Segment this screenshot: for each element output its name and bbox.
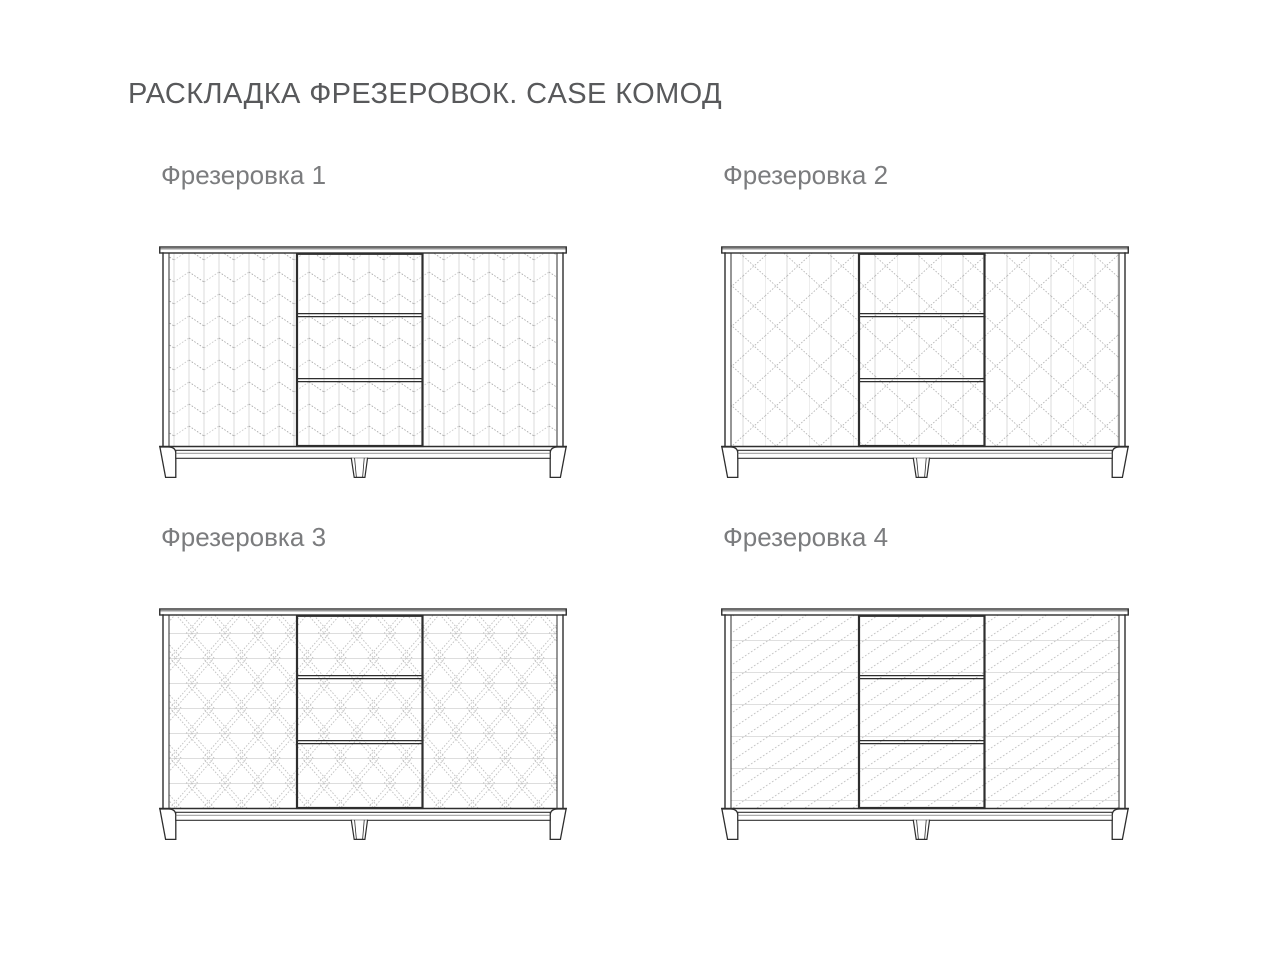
left-leg: [722, 809, 738, 839]
variant-label-4: Фрезеровка 4: [723, 522, 889, 552]
dresser-drawing-diagonal: [721, 608, 1129, 841]
drawer-stack: [297, 253, 423, 447]
right-leg: [550, 447, 566, 477]
right-door: [985, 253, 1120, 447]
dresser-drawing-rhombus: [159, 608, 567, 841]
left-door: [731, 253, 859, 447]
right-leg: [1112, 809, 1128, 839]
base-rail: [176, 812, 550, 820]
left-door: [169, 615, 297, 809]
middle-leg: [351, 820, 367, 839]
top-panel: [722, 247, 1129, 253]
dresser-drawing-hexagon: [721, 246, 1129, 479]
right-door: [985, 615, 1120, 809]
drawer-stack: [859, 615, 985, 809]
page-title: РАСКЛАДКА ФРЕЗЕРОВОК. CASE КОМОД: [128, 78, 723, 110]
middle-leg: [351, 458, 367, 477]
variant-label-3: Фрезеровка 3: [161, 522, 327, 552]
dresser-svg: [721, 246, 1129, 479]
dresser-svg: [159, 608, 567, 841]
variant-card-4: [721, 522, 1129, 842]
drawer-stack: [297, 615, 423, 809]
dresser-svg: [159, 246, 567, 479]
left-door: [169, 253, 297, 447]
variant-card-3: [159, 522, 567, 842]
right-leg: [550, 809, 566, 839]
drawer-stack: [859, 253, 985, 447]
middle-leg: [913, 458, 929, 477]
dresser-drawing-chevron: [159, 246, 567, 479]
variant-label-2: Фрезеровка 2: [723, 160, 889, 190]
middle-leg: [913, 820, 929, 839]
base-rail: [176, 450, 550, 458]
top-panel: [160, 609, 567, 615]
dresser-svg: [721, 608, 1129, 841]
left-leg: [160, 447, 176, 477]
left-door: [731, 615, 859, 809]
right-leg: [1112, 447, 1128, 477]
top-panel: [160, 247, 567, 253]
variant-label-1: Фрезеровка 1: [161, 160, 327, 190]
variant-card-1: [159, 160, 567, 480]
right-door: [423, 253, 558, 447]
base-rail: [738, 812, 1112, 820]
top-panel: [722, 609, 1129, 615]
variant-card-2: [721, 160, 1129, 480]
right-door: [423, 615, 558, 809]
base-rail: [738, 450, 1112, 458]
left-leg: [160, 809, 176, 839]
left-leg: [722, 447, 738, 477]
